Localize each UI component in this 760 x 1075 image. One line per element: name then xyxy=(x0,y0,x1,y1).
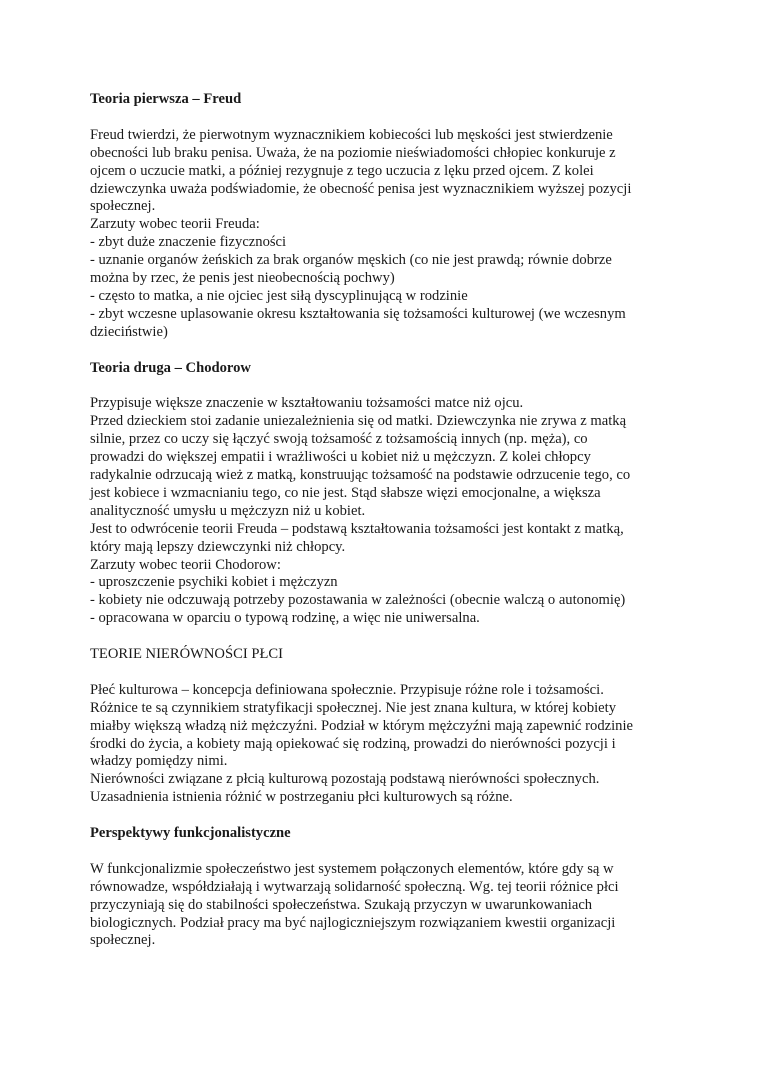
text-line: radykalnie odrzucają wież z matką, konstruując tożsamość na podstawie odrzucenie tego, co xyxy=(90,466,631,483)
section-body xyxy=(90,682,670,807)
text-line: W funkcjonalizmie społeczeństwo jest systemem połączonych elementów, które gdy są w xyxy=(90,860,614,877)
list-item: - uproszczenie psychiki kobiet i mężczyzn xyxy=(90,574,338,591)
document-page xyxy=(90,91,670,950)
list-item: - zbyt duże znaczenie fizyczności xyxy=(90,234,287,251)
section-heading: Teoria pierwsza – Freud xyxy=(90,91,242,107)
text-line: Zarzuty wobec teorii Freuda: xyxy=(90,216,260,233)
text-line: ojcem o uczucie matki, a później rezygnuje z tego uczucia z lęku przed ojcem. Z kolei xyxy=(90,162,594,179)
text-line: władzy pomiędzy nimi. xyxy=(90,753,228,770)
section-heading: Perspektywy funkcjonalistyczne xyxy=(90,825,291,842)
section-freud xyxy=(90,91,670,342)
text-line: Zarzuty wobec teorii Chodorow: xyxy=(90,556,281,573)
list-item: - często to matka, a nie ojciec jest siłą dyscyplinującą w rodzinie xyxy=(90,287,468,304)
section-body xyxy=(90,861,670,951)
text-line: Różnice te są czynnikiem stratyfikacji społecznej. Nie jest znana kultura, w której kobiety xyxy=(90,699,617,716)
section-chodorow xyxy=(90,360,670,629)
text-line: Jest to odwrócenie teorii Freuda – podstawą kształtowania tożsamości jest kontakt z matką, xyxy=(90,520,624,537)
text-line: społecznej. xyxy=(90,198,156,215)
text-line: dziewczynka uważa podświadomie, że obecność penisa jest wyznacznikiem wyższej pozycji xyxy=(90,180,632,197)
text-line: silnie, przez co uczy się łączyć swoją tożsamość z tożsamością innych (np. męża), co xyxy=(90,431,588,448)
list-item: - uznanie organów żeńskich za brak organów męskich (co nie jest prawdą; równie dobrze xyxy=(90,252,612,269)
section-inequality xyxy=(90,646,670,807)
section-heading: TEORIE NIERÓWNOŚCI PŁCI xyxy=(90,646,283,663)
text-line: środki do życia, a kobiety mają opiekować się rodziną, prowadzi do nierówności pozycji i xyxy=(90,735,616,752)
text-line: Przed dzieckiem stoi zadanie uniezależnienia się od matki. Dziewczynka nie zrywa z matką xyxy=(90,413,627,430)
list-item: - kobiety nie odczuwają potrzeby pozostawania w zależności (obecnie walczą o autonomię) xyxy=(90,592,626,609)
text-line: obecności lub braku penisa. Uważa, że na poziomie nieświadomości chłopiec konkuruje z xyxy=(90,144,616,161)
text-line: Płeć kulturowa – koncepcja definiowana społecznie. Przypisuje różne role i tożsamości. xyxy=(90,681,604,698)
section-heading: Teoria druga – Chodorow xyxy=(90,359,251,376)
text-line: jest kobiece i wzmacnianiu tego, co nie jest. Stąd słabsze więzi emocjonalne, a większa xyxy=(90,484,601,501)
text-line: równowadze, współdziałają i wytwarzają solidarność społeczną. Wg. tej teorii różnice płci xyxy=(90,878,619,895)
text-line: społecznej. xyxy=(90,932,156,949)
text-line: można by rzec, że penis jest nieobecnością pochwy) xyxy=(90,270,395,287)
text-line: Freud twierdzi, że pierwotnym wyznacznikiem kobiecości lub męskości jest stwierdzenie xyxy=(90,126,613,143)
text-line: miałby większą władzą niż mężczyźni. Podział w którym mężczyźni mają zapewnić rodzinie xyxy=(90,717,633,734)
section-body xyxy=(90,127,670,342)
text-line: prowadzi do większej empatii i wrażliwości u kobiet niż u mężczyzn. Z kolei chłopcy xyxy=(90,449,591,466)
section-functionalism xyxy=(90,825,670,950)
text-line: Przypisuje większe znaczenie w kształtowaniu tożsamości matce niż ojcu. xyxy=(90,395,524,412)
text-line: Nierówności związane z płcią kulturową pozostają podstawą nierówności społecznych. xyxy=(90,771,600,788)
list-item: - zbyt wczesne uplasowanie okresu kształtowania się tożsamości kulturowej (we wczesnym xyxy=(90,305,626,322)
text-line: przyczyniają się do stabilności społeczeństwa. Szukają przyczyn w uwarunkowaniach xyxy=(90,896,593,913)
text-line: biologicznych. Podział pracy ma być najlogiczniejszym rozwiązaniem kwestii organizacji xyxy=(90,914,616,931)
text-line: Uzasadnienia istnienia różnić w postrzeganiu płci kulturowych są różne. xyxy=(90,789,513,806)
text-line: dzieciństwie) xyxy=(90,323,168,340)
text-line: który mają lepszy dziewczynki niż chłopcy. xyxy=(90,538,346,555)
text-line: analityczność umysłu u mężczyzn niż u kobiet. xyxy=(90,502,366,519)
list-item: - opracowana w oparciu o typową rodzinę, a więc nie uniwersalna. xyxy=(90,610,480,627)
section-body xyxy=(90,395,670,628)
